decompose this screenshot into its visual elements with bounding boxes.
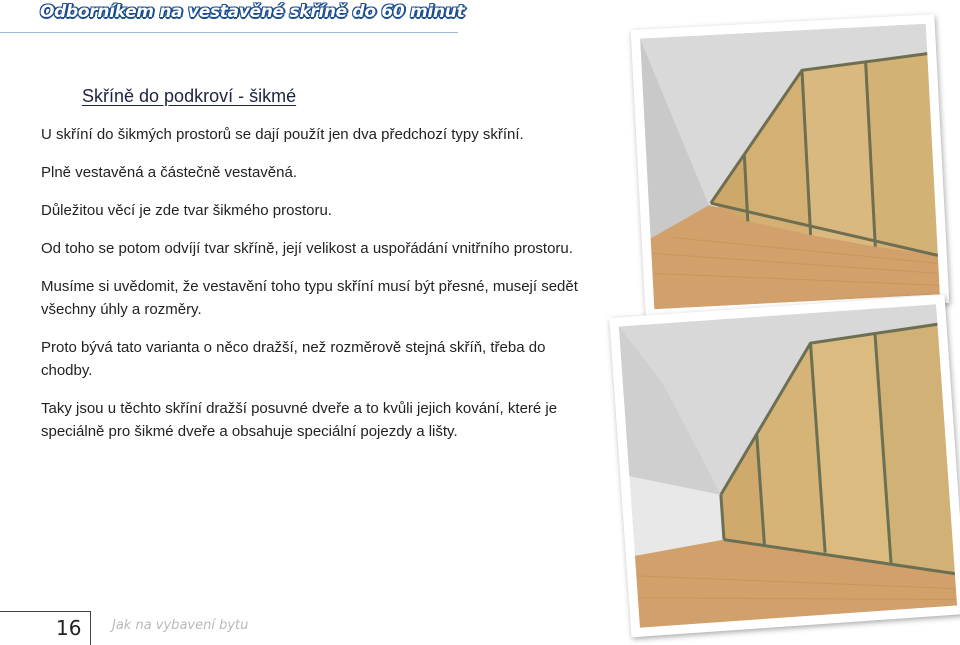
- header-banner: Odborníkem na vestavěné skříně do 60 minut: [40, 2, 465, 22]
- wardrobe-illustration-1: [640, 24, 940, 310]
- paragraph-6: Proto bývá tato varianta o něco dražší, než rozměrově stejná skříň, třeba do chodby.: [41, 339, 546, 379]
- paragraph-2: Plně vestavěná a částečně vestavěná.: [41, 164, 297, 181]
- page-number: 16: [56, 616, 82, 640]
- wardrobe-photo-1: [631, 14, 950, 319]
- wardrobe-photo-2: [609, 295, 960, 638]
- paragraph-1: U skříní do šikmých prostorů se dají použít jen dva předchozí typy skříní.: [41, 126, 524, 143]
- paragraph-3: Důležitou věcí je zde tvar šikmého prostoru.: [41, 202, 332, 219]
- paragraph-5: Musíme si uvědomit, že vestavění toho typu skříní musí být přesné, musejí sedět všechny úhly a rozměry.: [41, 278, 578, 318]
- paragraph-4: Od toho se potom odvíjí tvar skříně, její velikost a uspořádání vnitřního prostoru.: [41, 240, 573, 257]
- paragraph-7: Taky jsou u těchto skříní dražší posuvné dveře a to kvůli jejich kování, které je speciálně pro šikmé dveře a obsahuje speciální pojezdy a lišty.: [41, 400, 558, 440]
- footer-book-title: Jak na vybavení bytu: [112, 618, 249, 633]
- wardrobe-illustration-2: [619, 304, 957, 627]
- header-rule: [0, 32, 458, 33]
- section-title: Skříně do podkroví - šikmé: [82, 86, 297, 106]
- body-text: [41, 123, 589, 458]
